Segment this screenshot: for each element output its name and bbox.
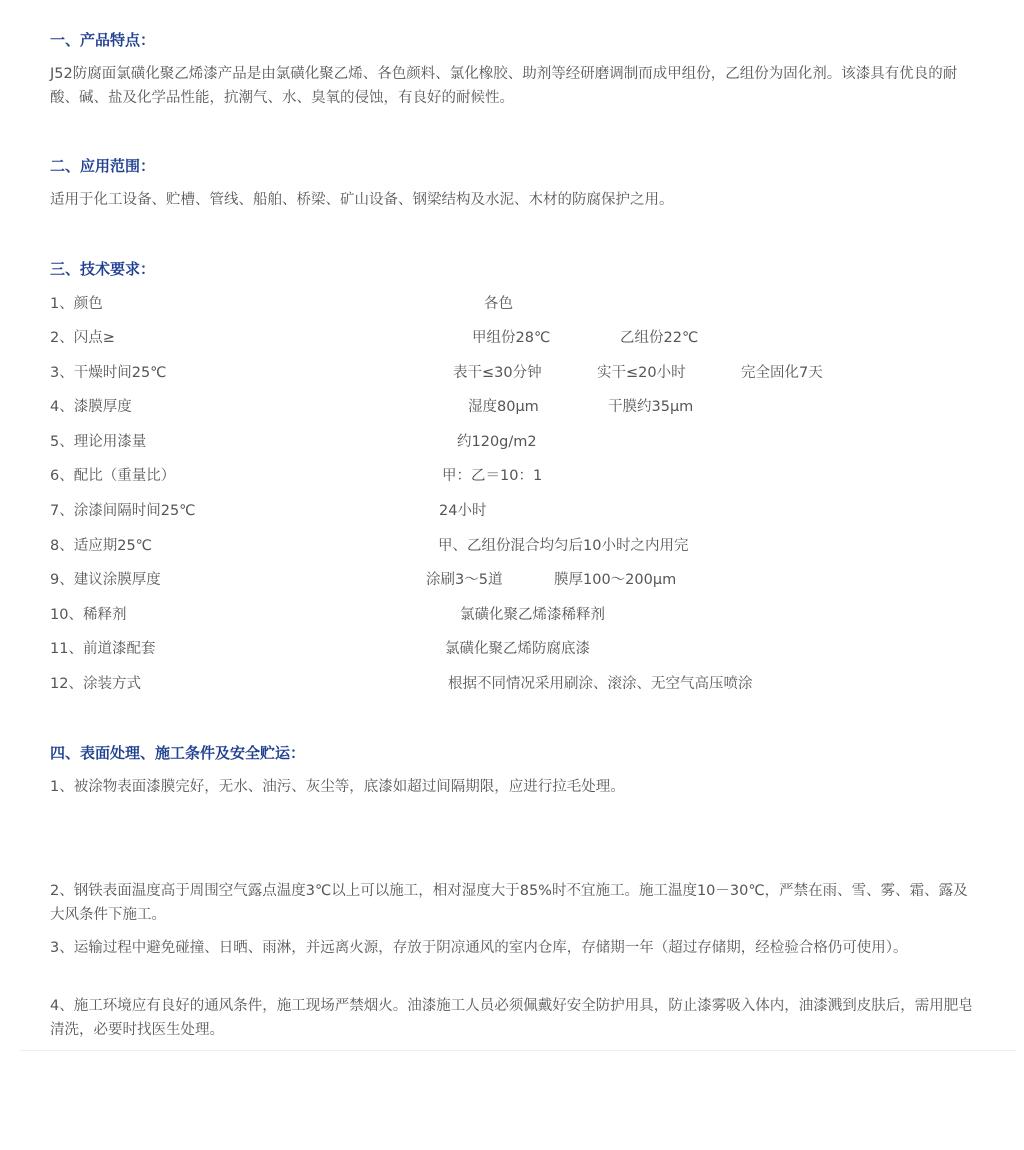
spec-value: 各色 bbox=[484, 296, 513, 312]
spec-row-recoat-interval bbox=[50, 500, 950, 522]
spec-label: 12、涂装方式 bbox=[50, 676, 141, 692]
spec-value: 根据不同情况采用刷涂、滚涂、无空气高压喷涂 bbox=[448, 676, 753, 692]
spec-value: 约120g/m2 bbox=[457, 434, 537, 450]
spec-row-flash-point bbox=[50, 327, 950, 349]
spec-row-drying-time bbox=[50, 362, 950, 384]
spec-label: 8、适应期25℃ bbox=[50, 538, 152, 554]
spec-label: 2、闪点≥ bbox=[50, 330, 115, 346]
features-text: J52防腐面氯磺化聚乙烯漆产品是由氯磺化聚乙烯、各色颜料、氯化橡胶、助剂等经研磨调制而成甲组份，乙组份为固化剂。该漆具有优良的耐酸、碱、盐及化学品性能，抗潮气、水、臭氧的侵蚀，有良好的耐候性。 bbox=[50, 66, 958, 106]
spec-row-thinner bbox=[50, 604, 950, 626]
spec-label: 5、理论用漆量 bbox=[50, 434, 147, 450]
spec-value: 乙组份22℃ bbox=[620, 330, 699, 346]
spec-label: 3、干燥时间25℃ bbox=[50, 365, 167, 381]
section-title-features: 一、产品特点： bbox=[50, 31, 156, 49]
section-title-scope: 二、应用范围： bbox=[50, 157, 156, 175]
spec-value: 完全固化7天 bbox=[741, 365, 823, 381]
spec-row-recommended-thickness bbox=[50, 569, 950, 591]
spec-value: 干膜约35μm bbox=[608, 399, 694, 415]
spec-label: 7、涂漆间隔时间25℃ bbox=[50, 503, 196, 519]
spec-label: 6、配比（重量比） bbox=[50, 468, 176, 484]
spec-row-coverage bbox=[50, 431, 950, 453]
spec-label: 10、稀释剂 bbox=[50, 607, 127, 623]
spec-label: 4、漆膜厚度 bbox=[50, 399, 132, 415]
surface-item-3: 3、运输过程中避免碰撞、日晒、雨淋，并远离火源，存放于阴凉通风的室内仓库，存储期一年（超过存储期，经检验合格仍可使用）。 bbox=[50, 940, 908, 956]
spec-value: 表干≤30分钟 bbox=[453, 365, 542, 381]
spec-value: 甲组份28℃ bbox=[472, 330, 551, 346]
spec-label: 9、建议涂膜厚度 bbox=[50, 572, 161, 588]
spec-value: 涂刷3～5道 bbox=[426, 572, 503, 588]
spec-value: 膜厚100～200μm bbox=[554, 572, 677, 588]
surface-item-4: 4、施工环境应有良好的通风条件，施工现场严禁烟火。油漆施工人员必须佩戴好安全防护用具，防止漆雾吸入体内，油漆溅到皮肤后，需用肥皂清洗，必要时找医生处理。 bbox=[50, 998, 973, 1038]
spec-value: 实干≤20小时 bbox=[597, 365, 686, 381]
spec-label: 1、颜色 bbox=[50, 296, 103, 312]
spec-row-color bbox=[50, 293, 950, 315]
spec-row-film-thickness bbox=[50, 396, 950, 418]
spec-row-ratio bbox=[50, 465, 950, 487]
scope-text: 适用于化工设备、贮槽、管线、船舶、桥梁、矿山设备、钢梁结构及水泥、木材的防腐保护之用。 bbox=[50, 192, 674, 208]
section-title-surface: 四、表面处理、施工条件及安全贮运： bbox=[50, 744, 306, 762]
surface-item-2: 2、钢铁表面温度高于周围空气露点温度3℃以上可以施工，相对湿度大于85%时不宜施工。施工温度10－30℃，严禁在雨、雪、雾、霜、露及大风条件下施工。 bbox=[50, 883, 968, 923]
spec-row-application bbox=[50, 673, 950, 695]
spec-value: 甲、乙组份混合均匀后10小时之内用完 bbox=[438, 538, 689, 554]
spec-value: 氯磺化聚乙烯漆稀释剂 bbox=[460, 607, 605, 623]
spec-row-primer bbox=[50, 638, 950, 660]
spec-value: 氯磺化聚乙烯防腐底漆 bbox=[445, 641, 590, 657]
spec-value: 24小时 bbox=[439, 503, 487, 519]
spec-value: 甲：乙＝10：1 bbox=[442, 468, 543, 484]
spec-row-pot-life bbox=[50, 535, 950, 557]
spec-label: 11、前道漆配套 bbox=[50, 641, 156, 657]
section-title-tech: 三、技术要求： bbox=[50, 260, 156, 278]
spec-value: 湿度80μm bbox=[468, 399, 539, 415]
surface-item-1: 1、被涂物表面漆膜完好，无水、油污、灰尘等，底漆如超过间隔期限，应进行拉毛处理。 bbox=[50, 779, 625, 795]
bottom-divider bbox=[20, 1050, 1016, 1051]
